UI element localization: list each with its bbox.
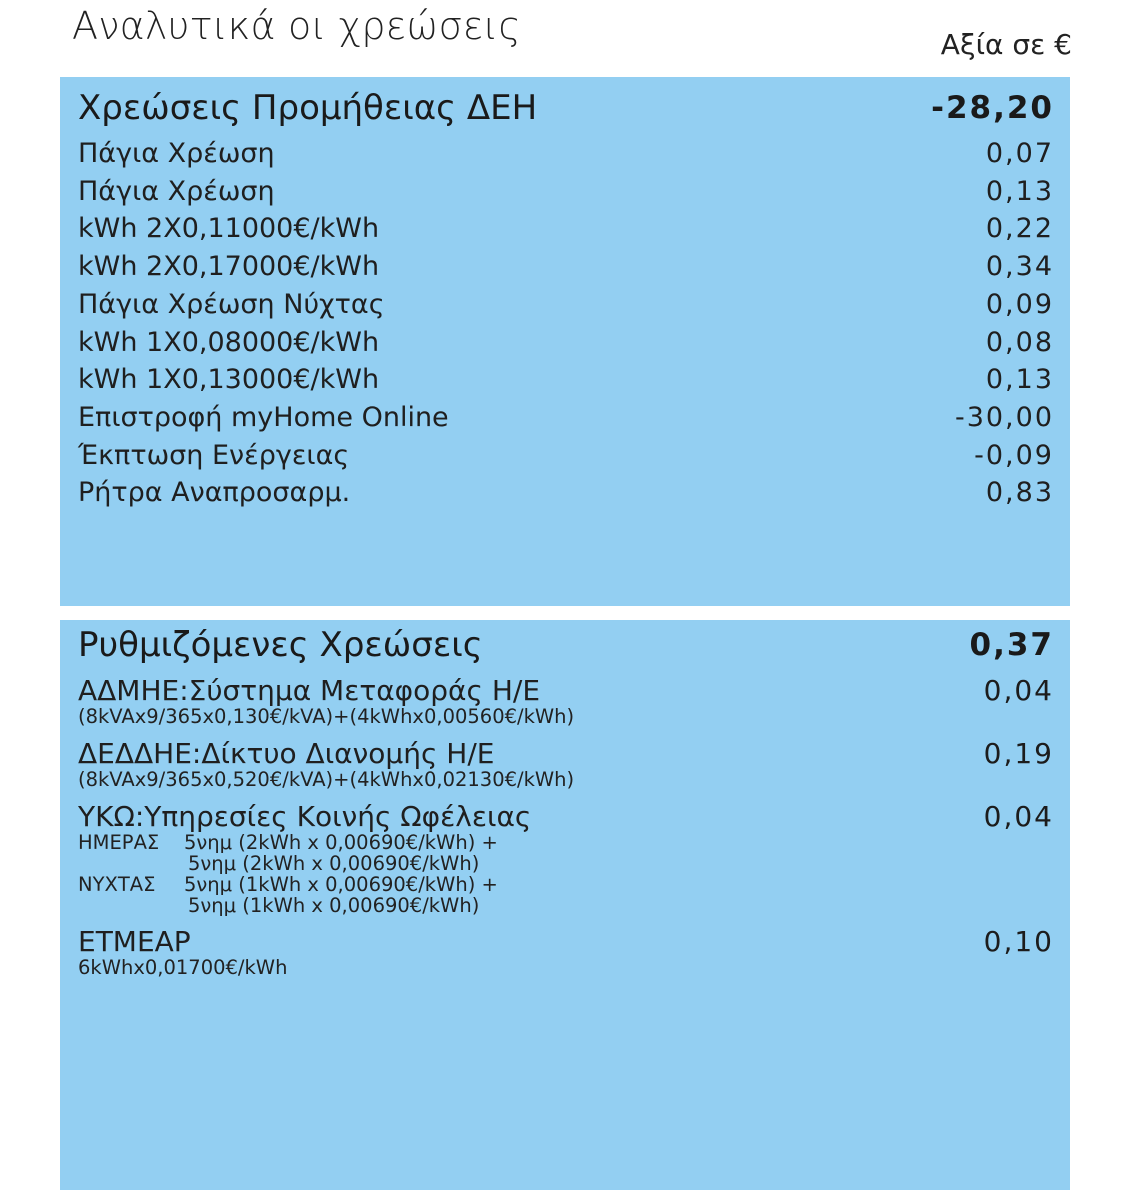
charge-value: 0,83	[985, 477, 1054, 509]
charge-label: Έκπτωση Ενέργειας	[78, 439, 350, 471]
charge-line	[60, 210, 1070, 248]
ykw-night-label: ΝΥΧΤΑΣ	[78, 873, 156, 896]
ykw-day-line2: 5νημ (2kWh x 0,00690€/kWh)	[188, 852, 480, 875]
supply-charges-total: -28,20	[931, 90, 1054, 126]
charge-label: Πάγια Χρέωση	[78, 175, 275, 207]
etmear-charge	[60, 927, 1070, 979]
charge-label: kWh 1X0,13000€/kWh	[78, 364, 380, 396]
ykw-value: 0,04	[983, 800, 1054, 833]
charge-line	[60, 286, 1070, 324]
charge-value: 0,07	[985, 138, 1054, 169]
regulated-charges-title: Ρυθμιζόμενες Χρεώσεις	[78, 625, 483, 665]
currency-unit-label: Αξία σε €	[940, 28, 1072, 61]
ykw-label: ΥΚΩ:Υπηρεσίες Κοινής Ωφέλειας	[78, 800, 532, 833]
charge-label: Πάγια Χρέωση Νύχτας	[78, 288, 385, 320]
charge-value: 0,34	[985, 251, 1054, 283]
supply-charges-header	[60, 87, 1070, 129]
admie-value: 0,04	[983, 674, 1054, 707]
charge-line	[60, 135, 1070, 173]
charge-line	[60, 248, 1070, 286]
admie-charge	[60, 676, 1070, 728]
admie-detail: (8kVAx9/365x0,130€/kVA)+(4kWhx0,00560€/kWh)	[78, 705, 575, 728]
charge-value: 0,08	[985, 326, 1054, 358]
deddie-label: ΔΕΔΔΗΕ:Δίκτυο Διανομής Η/Ε	[78, 737, 495, 770]
charge-line	[60, 474, 1070, 512]
charge-line	[60, 399, 1070, 437]
charge-value: -30,00	[954, 401, 1054, 433]
charge-label: Ρήτρα Αναπροσαρμ.	[78, 477, 351, 509]
charge-line	[60, 437, 1070, 475]
charge-line	[60, 324, 1070, 362]
ykw-day-label: ΗΜΕΡΑΣ	[78, 831, 160, 854]
ykw-night-line2: 5νημ (1kWh x 0,00690€/kWh)	[188, 894, 480, 917]
page-title: Αναλυτικά οι χρεώσεις	[72, 4, 521, 48]
charge-value: 0,13	[985, 364, 1054, 396]
etmear-label: ΕΤΜΕΑΡ	[78, 925, 191, 958]
charge-line	[60, 361, 1070, 399]
supply-charges-title: Χρεώσεις Προμήθειας ΔΕΗ	[78, 88, 538, 128]
etmear-detail: 6kWhx0,01700€/kWh	[78, 956, 288, 979]
charge-label: kWh 2X0,17000€/kWh	[78, 251, 380, 283]
regulated-charges-panel	[60, 620, 1070, 1190]
charge-label: Πάγια Χρέωση	[78, 138, 275, 169]
regulated-charges-total: 0,37	[969, 627, 1054, 663]
admie-label: ΑΔΜΗΕ:Σύστημα Μεταφοράς Η/Ε	[78, 674, 541, 707]
ykw-day-line1: 5νημ (2kWh x 0,00690€/kWh) +	[184, 831, 498, 854]
charge-label: kWh 2X0,11000€/kWh	[78, 213, 380, 245]
deddie-value: 0,19	[983, 737, 1054, 770]
charge-line	[60, 173, 1070, 211]
etmear-value: 0,10	[983, 925, 1054, 958]
charge-label: kWh 1X0,08000€/kWh	[78, 326, 380, 358]
charge-value: 0,09	[985, 288, 1054, 320]
ykw-night-line1: 5νημ (1kWh x 0,00690€/kWh) +	[184, 873, 498, 896]
deddie-detail: (8kVAx9/365x0,520€/kVA)+(4kWhx0,02130€/kWh)	[78, 768, 575, 791]
charge-value: 0,13	[985, 175, 1054, 207]
regulated-charges-header	[60, 624, 1070, 666]
deddie-charge	[60, 739, 1070, 791]
supply-charges-panel	[60, 77, 1070, 606]
ykw-breakdown	[78, 832, 1052, 916]
ykw-charge	[60, 802, 1070, 916]
charge-value: 0,22	[985, 213, 1054, 245]
charge-label: Επιστροφή myHome Online	[78, 401, 449, 433]
charge-value: -0,09	[974, 439, 1054, 471]
